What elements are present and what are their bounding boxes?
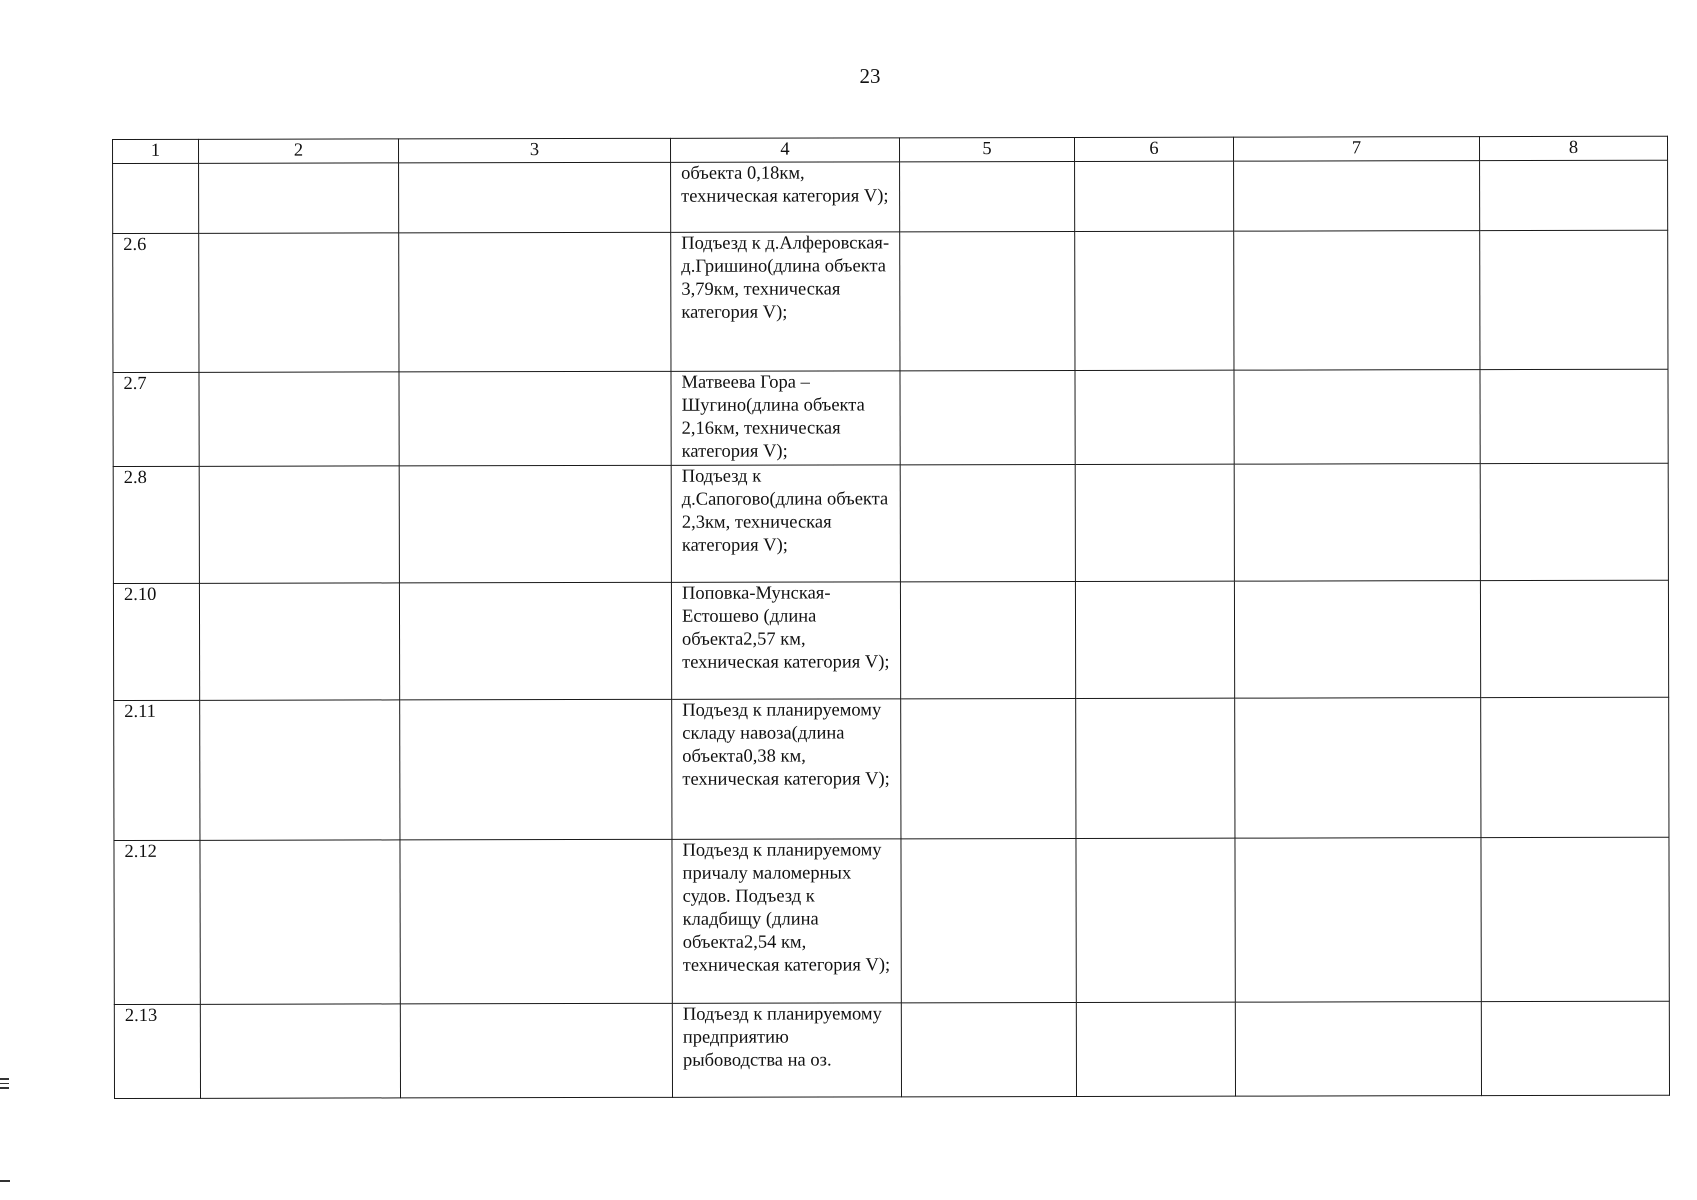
header-row [113,136,1668,163]
scan-mark [0,1180,10,1182]
table-cell [1076,1002,1235,1096]
row-number [113,163,199,233]
table-cell [200,1004,400,1098]
table-row [113,230,1668,372]
object-description: Поповка-Мунская-Естошево (длина объекта2,57 км, техническая категория V); [671,582,900,699]
table-cell [900,581,1075,698]
column-header: 2 [199,139,399,163]
object-description: Подъезд к планируемому причалу маломерных судов. Подъезд к кладбищу (длина объекта2,54 км, техническая категория V); [672,839,901,1003]
table-cell [1235,1002,1481,1097]
table-cell [1075,370,1234,464]
table-row [113,463,1668,583]
column-header: 3 [399,138,671,163]
column-header: 1 [113,139,199,163]
table-cell [900,464,1075,581]
table-cell [400,1003,672,1098]
table-cell [901,838,1076,1002]
table-row [114,837,1669,1004]
table-row [113,160,1668,233]
page-number: 23 [859,64,881,88]
table-cell [900,231,1075,370]
table-cell [1235,698,1481,839]
table-cell [901,1002,1076,1096]
binding-marks [0,1078,10,1090]
table-cell [399,582,671,700]
table-cell [199,583,399,700]
column-header: 5 [899,137,1074,161]
table-row [113,369,1668,466]
table-cell [1480,580,1668,697]
table-cell [1481,837,1669,1001]
table-cell [399,232,671,372]
table-cell [1075,231,1234,370]
table-row [114,1001,1669,1098]
column-header: 8 [1479,136,1667,160]
table-cell [1235,838,1481,1003]
table-cell [199,372,399,466]
object-description: Матвеева Гора – Шугино(длина объекта 2,16км, техническая категория V); [671,371,900,465]
table-cell [1481,697,1669,837]
table-cell [901,698,1076,838]
table-cell [1234,464,1480,582]
row-number: 2.11 [114,700,200,840]
table-cell [900,161,1075,231]
object-description: Подъезд к планируемому предприятию рыбоводства на оз. [672,1003,901,1097]
object-description: Подъезд к д.Алферовская-д.Гришино(длина объекта 3,79км, техническая категория V); [671,232,900,371]
table-cell [1480,160,1668,230]
table-cell [1234,231,1480,371]
table-cell [1480,369,1668,463]
table-cell [1075,581,1234,698]
column-header: 6 [1074,137,1233,161]
column-header: 7 [1233,137,1479,162]
table-cell [199,466,399,583]
table-cell [1480,463,1668,580]
table-cell [199,233,399,372]
table-cell [1481,1001,1669,1095]
table-cell [199,163,399,233]
data-table [112,136,1670,1099]
table-cell [399,162,671,233]
object-description: Подъезд к планируемому складу навоза(длина объекта0,38 км, техническая категория V); [672,699,901,839]
table-cell [900,370,1075,464]
table-cell [1076,838,1235,1002]
table-cell [1480,230,1668,369]
table-cell [1234,161,1480,232]
table-cell [399,465,671,583]
table-cell [1234,581,1480,699]
table-cell [1075,464,1234,581]
table-cell [400,839,672,1004]
table-row [113,580,1668,700]
row-number: 2.13 [114,1004,200,1098]
table-cell [1075,161,1234,231]
table-cell [200,700,400,840]
row-number: 2.6 [113,233,199,372]
row-number: 2.8 [113,466,199,583]
table-cell [400,699,672,840]
table-cell [200,840,400,1004]
table-cell [399,371,671,466]
object-description: Подъезд к д.Сапогово(длина объекта 2,3км, техническая категория V); [671,465,900,582]
row-number: 2.10 [113,583,199,700]
table-cell [1076,698,1235,838]
row-number: 2.7 [113,372,199,466]
row-number: 2.12 [114,840,200,1004]
table-cell [1234,370,1480,465]
object-description: объекта 0,18км, техническая категория V); [671,162,900,232]
column-header: 4 [670,138,899,162]
table-row [114,697,1669,840]
